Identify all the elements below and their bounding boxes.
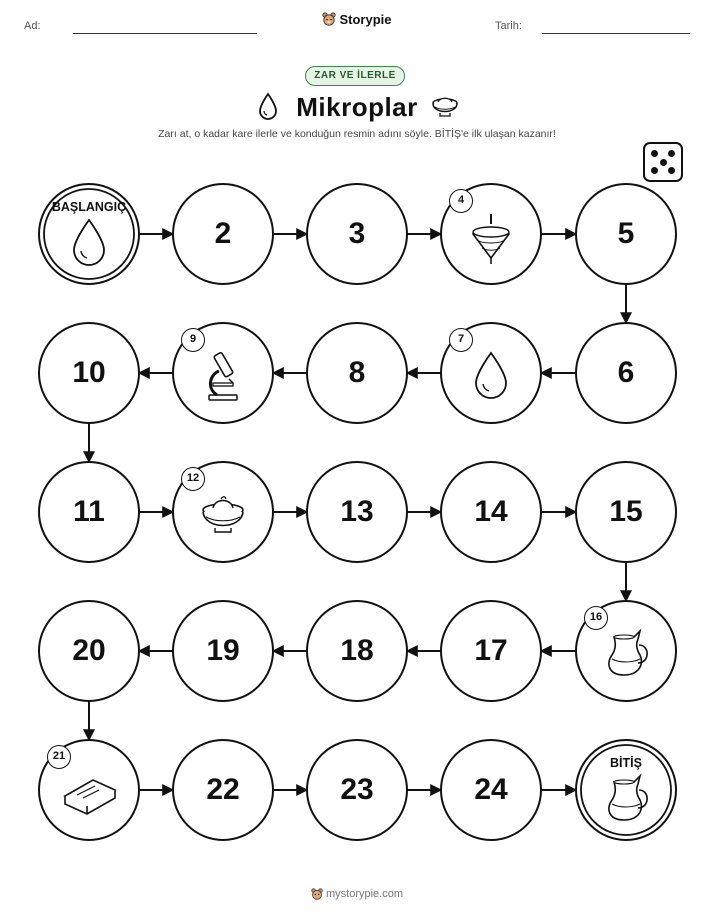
cell-number: 19: [206, 634, 240, 667]
cell-number-badge: 4: [449, 189, 473, 213]
cell-number: 2: [214, 217, 232, 250]
cell-number: 3: [348, 217, 366, 250]
cell-number-badge: 12: [181, 467, 205, 491]
finish-label: BİTİŞ: [610, 756, 642, 770]
game-type-badge: ZAR VE İLERLE: [305, 66, 405, 86]
cell-number: 13: [340, 495, 374, 528]
footer: [0, 888, 714, 900]
name-label: Ad:: [24, 20, 41, 32]
cell-number: 15: [609, 495, 643, 528]
cell-number-badge: 21: [47, 745, 71, 769]
cell-number: 20: [72, 634, 106, 667]
cell-number: 14: [474, 495, 508, 528]
board-cell-25: [576, 740, 676, 840]
cell-number: 23: [340, 773, 374, 806]
board-cell-1: [39, 184, 139, 284]
cell-number-badge: 16: [584, 606, 608, 630]
page-title: Mikroplar: [296, 92, 418, 122]
cell-number: 6: [617, 356, 635, 389]
date-label: Tarih:: [495, 20, 522, 32]
footer-url: mystorypie.com: [325, 888, 404, 900]
brand-name: Storypie: [339, 12, 392, 27]
start-label: BAŞLANGIÇ: [51, 200, 127, 214]
cell-number: 17: [474, 634, 508, 667]
cell-number: 24: [474, 773, 508, 806]
cell-number-badge: 7: [449, 328, 473, 352]
cell-number: 5: [617, 217, 635, 250]
cell-number-badge: 9: [181, 328, 205, 352]
cell-number: 11: [73, 495, 105, 528]
cell-number: 8: [348, 356, 366, 389]
cell-number: 18: [340, 634, 374, 667]
cell-number: 22: [206, 773, 240, 806]
bear-icon: [311, 888, 323, 900]
instructions: Zarı at, o kadar kare ilerle ve konduğun resmin adını söyle. BİTİŞ'e ilk ulaşan kazanır!: [158, 128, 556, 140]
cell-number: 10: [72, 356, 106, 389]
